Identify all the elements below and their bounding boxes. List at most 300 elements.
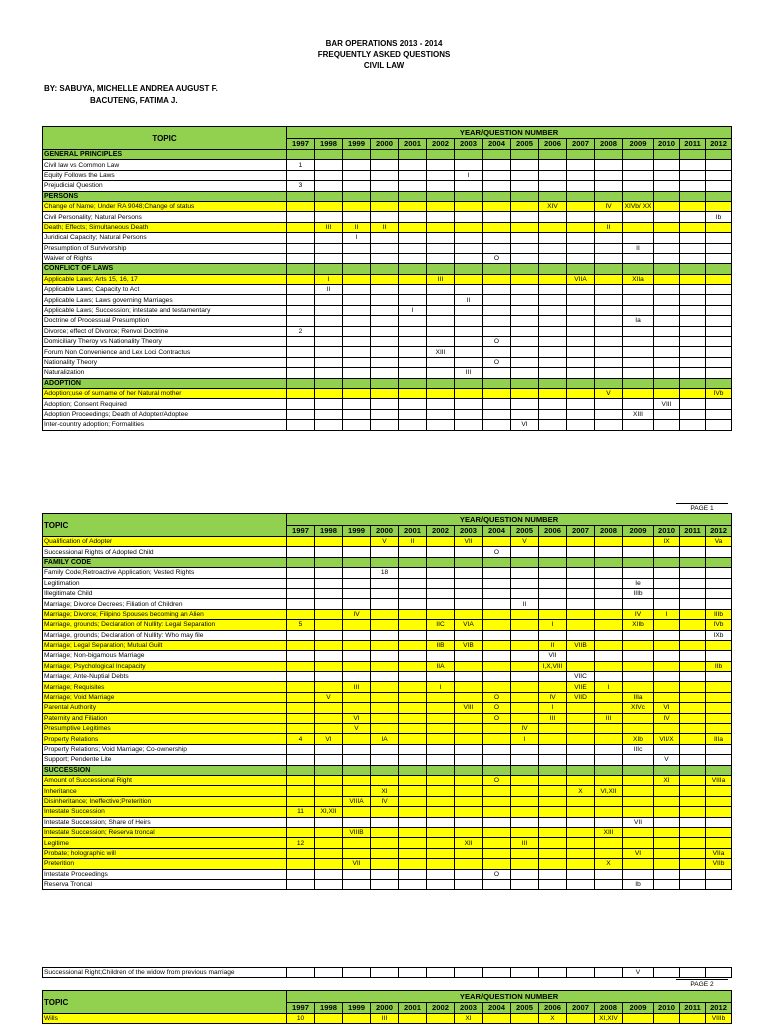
question-cell: [539, 827, 567, 837]
section-cell: [511, 378, 539, 388]
question-cell: [399, 827, 427, 837]
question-cell: [623, 630, 654, 640]
question-cell: [680, 420, 706, 430]
question-cell: [595, 568, 623, 578]
question-cell: [623, 222, 654, 232]
year-header: 2001: [399, 138, 427, 150]
question-cell: [595, 775, 623, 785]
question-cell: [399, 578, 427, 588]
question-cell: [287, 775, 315, 785]
question-cell: [539, 796, 567, 806]
question-cell: XIIa: [623, 274, 654, 284]
question-cell: [427, 796, 455, 806]
question-cell: [399, 620, 427, 630]
question-cell: O: [483, 713, 511, 723]
question-cell: [511, 368, 539, 378]
topic-cell: Applicable Laws; Capacity to Act: [43, 285, 287, 295]
question-cell: XI: [371, 786, 399, 796]
question-cell: [595, 295, 623, 305]
question-cell: [595, 630, 623, 640]
question-cell: [567, 160, 595, 170]
question-cell: [371, 212, 399, 222]
question-cell: [595, 357, 623, 367]
question-cell: [539, 609, 567, 619]
question-cell: [315, 672, 343, 682]
table-row: [43, 212, 732, 222]
question-cell: [427, 1014, 455, 1024]
section-cell: [399, 191, 427, 201]
question-cell: [539, 807, 567, 817]
question-cell: [654, 827, 680, 837]
question-cell: II: [399, 537, 427, 547]
section-cell: [427, 557, 455, 567]
question-cell: [287, 295, 315, 305]
question-cell: [399, 640, 427, 650]
question-cell: VIIb: [706, 859, 732, 869]
topic-cell: Successional Rights of Adopted Child: [43, 547, 287, 557]
question-cell: [427, 786, 455, 796]
question-cell: [511, 869, 539, 879]
question-cell: VII: [623, 817, 654, 827]
section-cell: [654, 765, 680, 775]
question-cell: V: [511, 537, 539, 547]
question-cell: [315, 817, 343, 827]
question-cell: [680, 253, 706, 263]
section-cell: [315, 765, 343, 775]
question-cell: [427, 672, 455, 682]
section-cell: [706, 191, 732, 201]
question-cell: [567, 347, 595, 357]
question-cell: [654, 285, 680, 295]
question-cell: [483, 682, 511, 692]
question-cell: IV: [654, 713, 680, 723]
question-cell: [680, 547, 706, 557]
question-cell: [399, 337, 427, 347]
question-cell: VI: [511, 420, 539, 430]
question-cell: [706, 724, 732, 734]
question-cell: [371, 578, 399, 588]
question-cell: [567, 295, 595, 305]
question-cell: IIIc: [623, 744, 654, 754]
question-cell: [623, 672, 654, 682]
question-cell: [287, 848, 315, 858]
question-cell: [511, 212, 539, 222]
question-cell: I: [455, 170, 483, 180]
question-cell: [371, 201, 399, 211]
section-cell: [706, 765, 732, 775]
question-cell: Ib: [623, 879, 654, 889]
question-cell: [623, 537, 654, 547]
question-cell: [399, 630, 427, 640]
question-cell: [371, 305, 399, 315]
question-cell: [315, 201, 343, 211]
question-cell: II: [455, 295, 483, 305]
year-header: 2011: [680, 525, 706, 537]
question-cell: [315, 388, 343, 398]
question-cell: [595, 703, 623, 713]
question-cell: [455, 807, 483, 817]
question-cell: [287, 409, 315, 419]
question-cell: [427, 703, 455, 713]
question-cell: [455, 786, 483, 796]
question-cell: [343, 599, 371, 609]
question-cell: IIB: [427, 640, 455, 650]
question-cell: [567, 1014, 595, 1024]
question-cell: V: [654, 755, 680, 765]
question-cell: [511, 640, 539, 650]
question-cell: [706, 285, 732, 295]
question-cell: [511, 682, 539, 692]
question-cell: [654, 212, 680, 222]
question-cell: V: [343, 724, 371, 734]
question-cell: [287, 682, 315, 692]
question-cell: [623, 285, 654, 295]
section-cell: [539, 264, 567, 274]
question-cell: [706, 347, 732, 357]
section-cell: [654, 264, 680, 274]
question-cell: [315, 775, 343, 785]
question-cell: [567, 968, 595, 978]
question-cell: I: [315, 274, 343, 284]
question-cell: [539, 253, 567, 263]
question-cell: [483, 170, 511, 180]
section-cell: [567, 191, 595, 201]
title-line-1: BAR OPERATIONS 2013 - 2014: [325, 39, 443, 48]
question-cell: [680, 181, 706, 191]
question-cell: [706, 253, 732, 263]
question-cell: [287, 630, 315, 640]
question-cell: [567, 817, 595, 827]
question-cell: [343, 692, 371, 702]
question-cell: [567, 420, 595, 430]
question-cell: [427, 547, 455, 557]
question-cell: [427, 420, 455, 430]
question-cell: [455, 420, 483, 430]
question-cell: [427, 409, 455, 419]
question-cell: [315, 578, 343, 588]
question-cell: [371, 744, 399, 754]
question-cell: [315, 879, 343, 889]
year-header: 2005: [511, 138, 539, 150]
table-row: [43, 399, 732, 409]
question-cell: [595, 316, 623, 326]
question-cell: VIIa: [706, 848, 732, 858]
table-row: [43, 640, 732, 650]
question-cell: [511, 285, 539, 295]
question-cell: [706, 692, 732, 702]
question-cell: [287, 201, 315, 211]
table-row: [43, 537, 732, 547]
document-title: [0, 38, 768, 71]
question-cell: [343, 869, 371, 879]
question-cell: [315, 295, 343, 305]
question-cell: [595, 181, 623, 191]
question-cell: [315, 744, 343, 754]
question-cell: [371, 399, 399, 409]
question-cell: [399, 744, 427, 754]
question-cell: [567, 599, 595, 609]
question-cell: [654, 160, 680, 170]
question-cell: III: [371, 1014, 399, 1024]
section-cell: [371, 378, 399, 388]
question-cell: [654, 409, 680, 419]
question-cell: [371, 651, 399, 661]
section-title: ADOPTION: [43, 378, 287, 388]
topic-cell: Family Code;Retroactive Application; Vested Rights: [43, 568, 287, 578]
question-cell: [623, 295, 654, 305]
table-row: [43, 968, 732, 978]
topic-cell: Waiver of Rights: [43, 253, 287, 263]
question-cell: [539, 388, 567, 398]
question-cell: [654, 337, 680, 347]
question-cell: [427, 170, 455, 180]
topic-cell: Naturalization: [43, 368, 287, 378]
year-header: 2004: [483, 1002, 511, 1014]
section-cell: [371, 557, 399, 567]
table-row: [43, 170, 732, 180]
question-cell: [483, 326, 511, 336]
question-cell: [654, 316, 680, 326]
question-cell: [595, 212, 623, 222]
question-cell: II: [343, 222, 371, 232]
question-cell: [483, 316, 511, 326]
question-cell: [567, 838, 595, 848]
question-cell: [399, 399, 427, 409]
question-cell: [315, 682, 343, 692]
question-cell: [680, 568, 706, 578]
question-cell: [287, 869, 315, 879]
question-cell: [511, 578, 539, 588]
question-cell: VI: [654, 703, 680, 713]
year-header: 2005: [511, 525, 539, 537]
topic-cell: Death; Effects; Simultaneous Death: [43, 222, 287, 232]
section-cell: [595, 378, 623, 388]
question-cell: [343, 347, 371, 357]
question-cell: [343, 968, 371, 978]
question-cell: [427, 724, 455, 734]
question-cell: [483, 420, 511, 430]
question-cell: [287, 274, 315, 284]
question-cell: [455, 796, 483, 806]
question-cell: [287, 724, 315, 734]
table-row: [43, 253, 732, 263]
question-cell: VII/X: [654, 734, 680, 744]
question-cell: [399, 755, 427, 765]
question-cell: [287, 399, 315, 409]
year-header: 1999: [343, 525, 371, 537]
question-cell: [623, 651, 654, 661]
question-cell: [287, 651, 315, 661]
section-cell: [455, 765, 483, 775]
question-cell: [539, 724, 567, 734]
question-cell: [315, 1014, 343, 1024]
question-cell: [680, 651, 706, 661]
question-cell: [427, 337, 455, 347]
question-cell: 12: [287, 838, 315, 848]
topic-header: TOPIC: [43, 991, 287, 1014]
question-cell: [623, 682, 654, 692]
section-row: [43, 191, 732, 201]
question-cell: [680, 827, 706, 837]
question-cell: [511, 160, 539, 170]
question-cell: [399, 316, 427, 326]
question-cell: [511, 547, 539, 557]
question-cell: [315, 170, 343, 180]
question-cell: [539, 879, 567, 889]
question-cell: XI,XIV: [595, 1014, 623, 1024]
year-header: 2001: [399, 1002, 427, 1014]
question-cell: [287, 713, 315, 723]
question-cell: [706, 316, 732, 326]
year-header: 1997: [287, 1002, 315, 1014]
question-cell: [567, 409, 595, 419]
question-cell: [680, 222, 706, 232]
question-cell: [315, 599, 343, 609]
question-cell: [706, 160, 732, 170]
question-cell: I: [654, 609, 680, 619]
question-cell: [483, 285, 511, 295]
question-cell: [706, 357, 732, 367]
question-cell: [315, 337, 343, 347]
question-cell: [427, 744, 455, 754]
question-cell: [680, 347, 706, 357]
question-cell: [680, 399, 706, 409]
question-cell: [654, 640, 680, 650]
question-cell: VI: [623, 848, 654, 858]
question-cell: [511, 295, 539, 305]
section-cell: [680, 765, 706, 775]
table-row: [43, 181, 732, 191]
question-cell: [567, 305, 595, 315]
question-cell: [315, 547, 343, 557]
question-cell: [706, 599, 732, 609]
table-row: [43, 578, 732, 588]
question-cell: [287, 640, 315, 650]
question-cell: [539, 672, 567, 682]
section-cell: [483, 765, 511, 775]
year-header: 2000: [371, 1002, 399, 1014]
question-cell: [539, 599, 567, 609]
question-cell: [680, 243, 706, 253]
question-cell: II: [595, 222, 623, 232]
question-cell: [399, 869, 427, 879]
question-cell: [680, 661, 706, 671]
question-cell: [483, 243, 511, 253]
table-row: [43, 368, 732, 378]
table-row: [43, 775, 732, 785]
question-cell: [455, 672, 483, 682]
section-cell: [511, 765, 539, 775]
question-cell: [567, 848, 595, 858]
question-cell: [343, 181, 371, 191]
question-cell: [706, 651, 732, 661]
question-cell: [567, 357, 595, 367]
question-cell: [511, 661, 539, 671]
question-cell: [371, 368, 399, 378]
question-cell: [455, 817, 483, 827]
section-cell: [343, 378, 371, 388]
question-cell: [399, 274, 427, 284]
section-cell: [315, 264, 343, 274]
topic-cell: Doctrine of Processual Presumption: [43, 316, 287, 326]
question-cell: [371, 703, 399, 713]
section-cell: [706, 378, 732, 388]
question-cell: [706, 222, 732, 232]
question-cell: [680, 388, 706, 398]
question-cell: [595, 588, 623, 598]
question-cell: [654, 253, 680, 263]
question-cell: [539, 968, 567, 978]
question-cell: [371, 713, 399, 723]
year-header: 2000: [371, 525, 399, 537]
table-row: [43, 1014, 732, 1024]
question-cell: [287, 744, 315, 754]
question-cell: [483, 796, 511, 806]
question-cell: [371, 588, 399, 598]
year-header: 2007: [567, 1002, 595, 1014]
question-cell: [343, 160, 371, 170]
year-header: 1997: [287, 525, 315, 537]
question-cell: [680, 233, 706, 243]
table-row: [43, 620, 732, 630]
question-cell: [539, 744, 567, 754]
question-cell: [654, 233, 680, 243]
question-cell: [567, 609, 595, 619]
topic-cell: Property Relations; Void Marriage; Co-ownership: [43, 744, 287, 754]
question-cell: [427, 692, 455, 702]
topic-cell: Wills: [43, 1014, 287, 1024]
question-cell: [399, 347, 427, 357]
question-cell: [315, 588, 343, 598]
table-row: [43, 588, 732, 598]
question-cell: I: [343, 233, 371, 243]
question-cell: [623, 399, 654, 409]
question-cell: IIb: [706, 661, 732, 671]
topic-cell: Prejudicial Question: [43, 181, 287, 191]
question-cell: [315, 848, 343, 858]
question-cell: [539, 568, 567, 578]
question-cell: [567, 388, 595, 398]
year-header: 2004: [483, 525, 511, 537]
question-cell: [371, 274, 399, 284]
question-cell: [287, 305, 315, 315]
question-cell: XI,XII: [315, 807, 343, 817]
year-header: 2010: [654, 138, 680, 150]
question-cell: IV: [539, 692, 567, 702]
question-cell: [287, 703, 315, 713]
year-question-number-header: YEAR/QUESTION NUMBER: [287, 991, 732, 1003]
question-cell: [399, 599, 427, 609]
question-cell: [315, 869, 343, 879]
section-cell: [287, 264, 315, 274]
year-header: 2011: [680, 1002, 706, 1014]
section-cell: [511, 264, 539, 274]
question-cell: [567, 807, 595, 817]
section-cell: [287, 765, 315, 775]
question-cell: [315, 620, 343, 630]
topic-cell: Paternity and Filiation: [43, 713, 287, 723]
question-cell: XIVb/ XX: [623, 201, 654, 211]
question-cell: [427, 775, 455, 785]
topic-cell: Amount of Successional Right: [43, 775, 287, 785]
question-cell: [343, 326, 371, 336]
year-question-number-header: YEAR/QUESTION NUMBER: [287, 514, 732, 526]
question-cell: [427, 399, 455, 409]
question-cell: [427, 212, 455, 222]
section-cell: [343, 765, 371, 775]
question-cell: [343, 201, 371, 211]
section-cell: [706, 557, 732, 567]
